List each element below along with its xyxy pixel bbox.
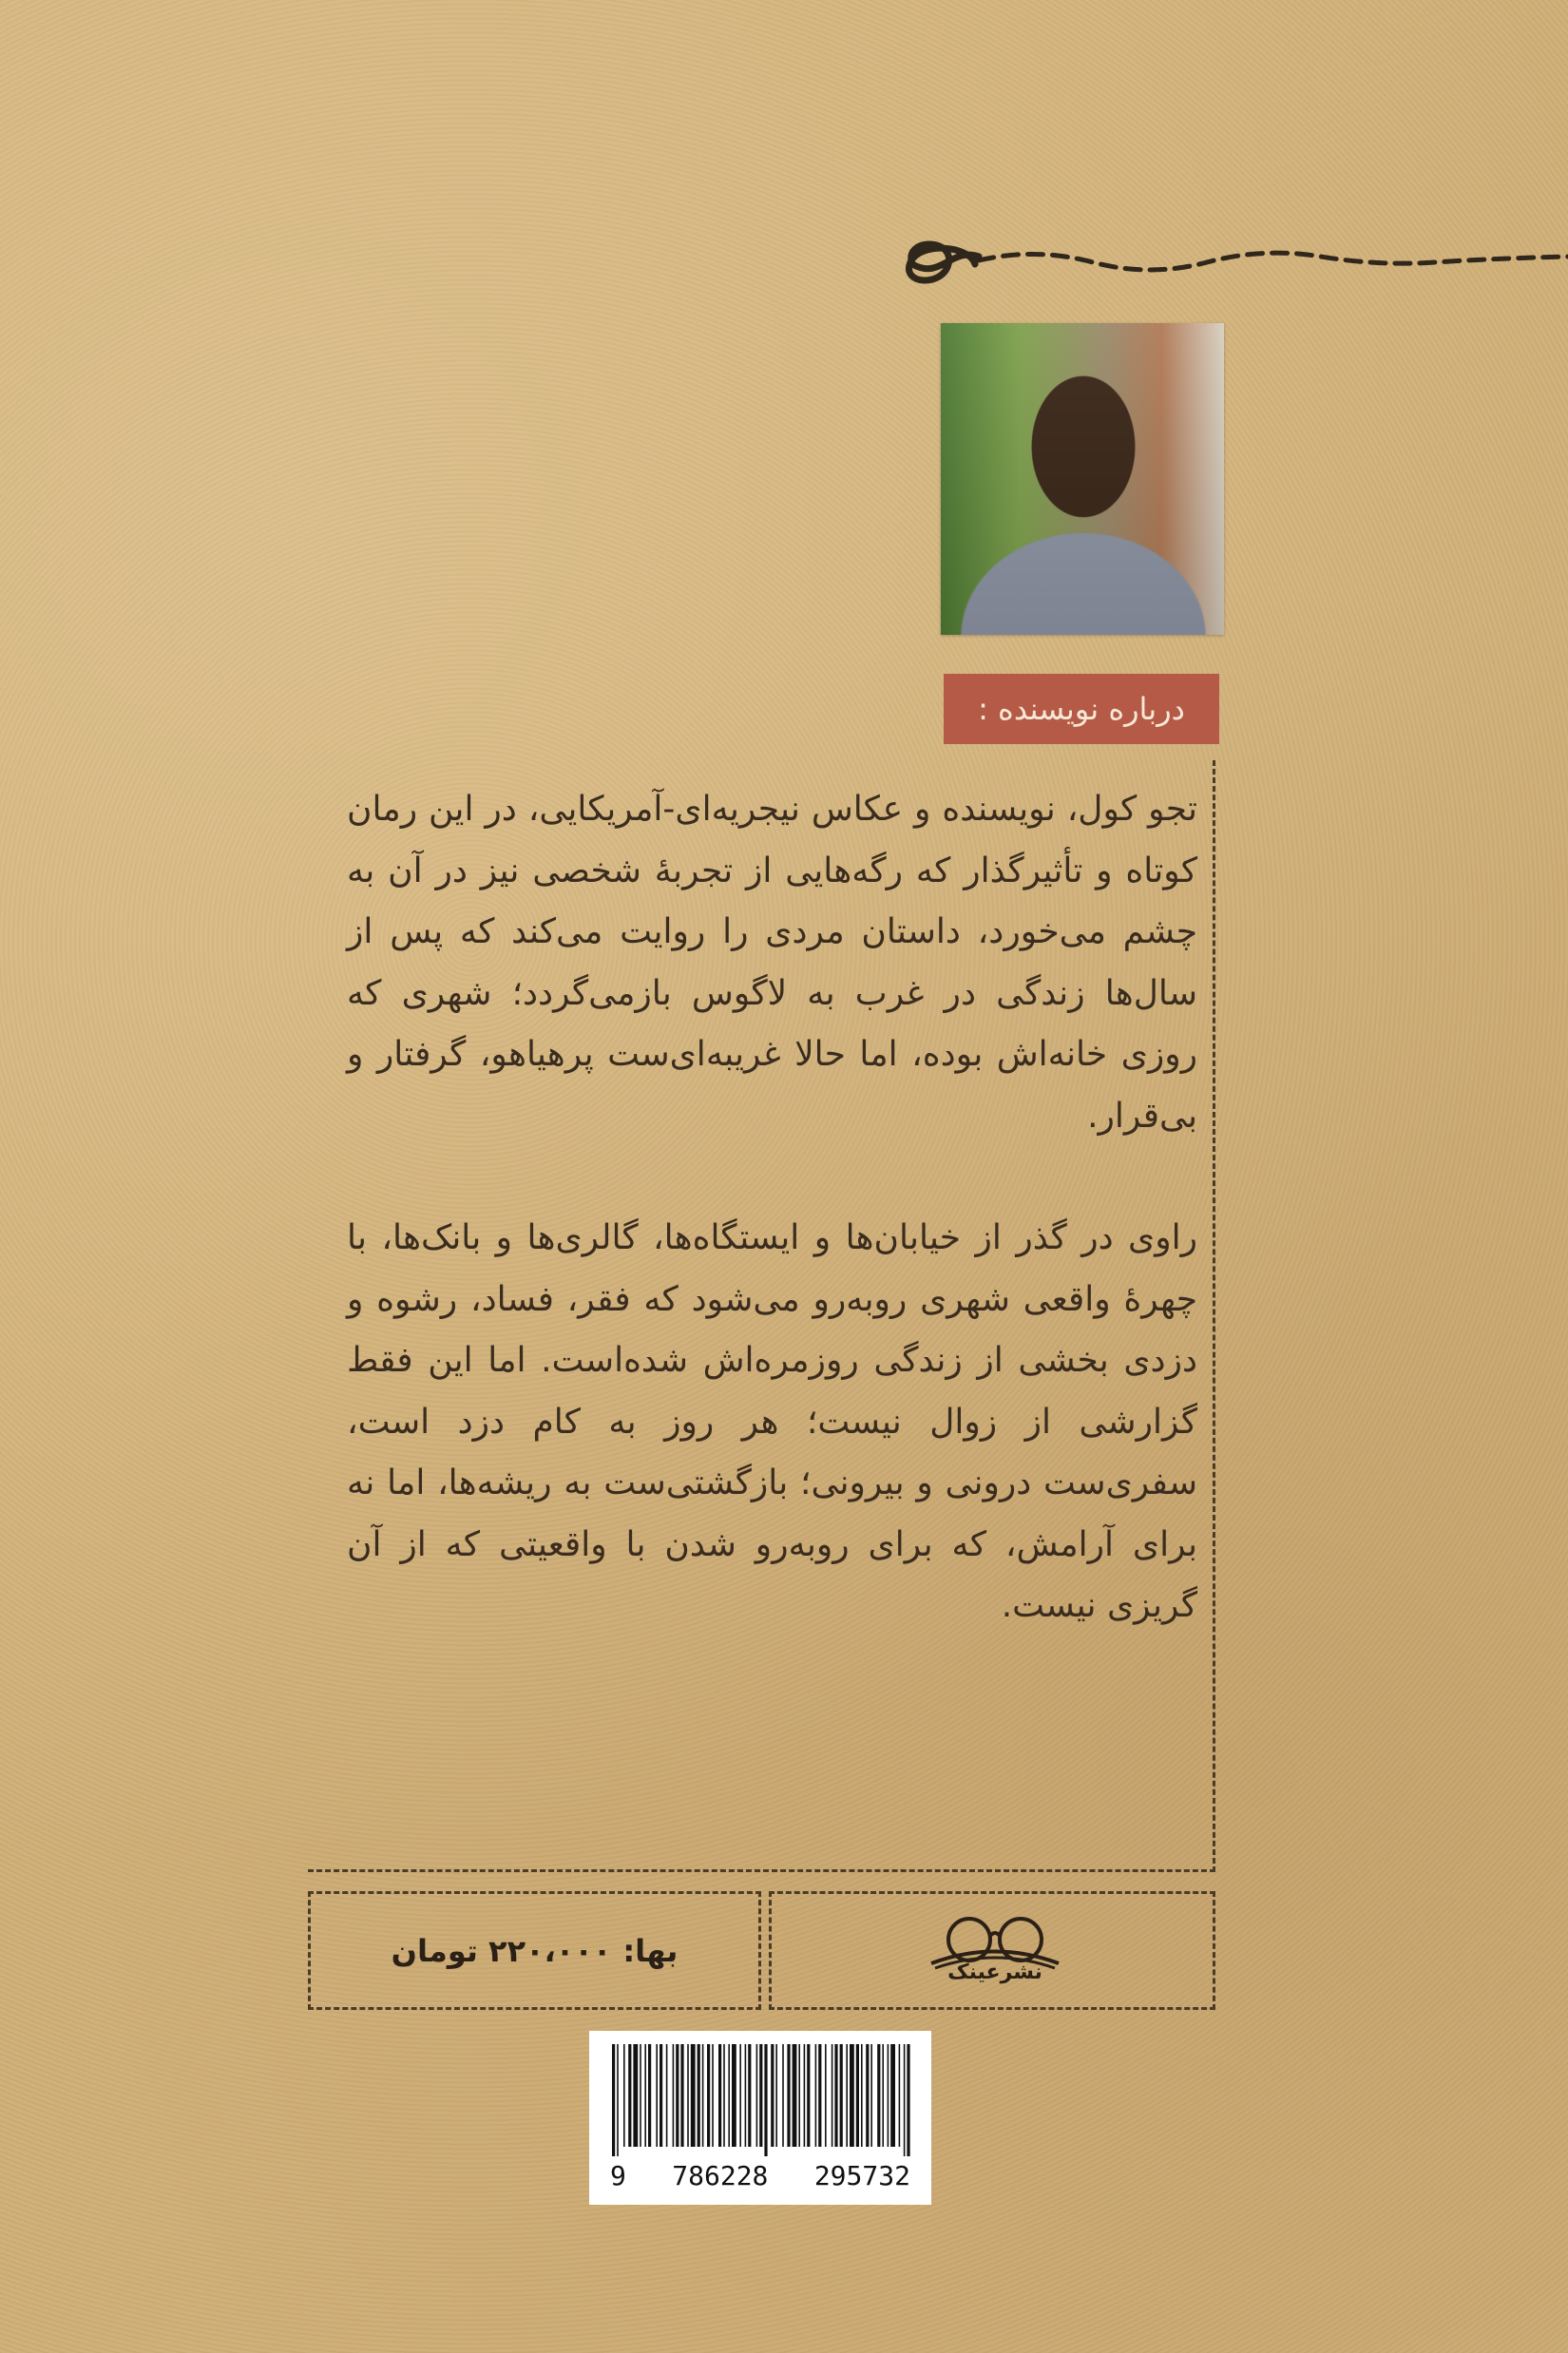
barcode-bar xyxy=(787,2044,790,2147)
barcode-bar xyxy=(882,2044,884,2147)
price-label: بها: xyxy=(622,1932,679,1969)
barcode-bar xyxy=(856,2044,859,2147)
price-box xyxy=(308,1891,761,2010)
barcode-bar xyxy=(832,2044,833,2147)
barcode-number xyxy=(608,2160,912,2191)
barcode-bar xyxy=(623,2044,625,2147)
barcode-bar xyxy=(673,2044,675,2147)
barcode-bar xyxy=(850,2044,854,2147)
barcode-bar xyxy=(612,2044,615,2156)
barcode-bar xyxy=(870,2044,872,2147)
barcode-bar xyxy=(702,2044,704,2147)
barcode-bar xyxy=(798,2044,800,2147)
bio-paragraph-1: تجو کول، نویسنده و عکاس نیجریه‌ای-آمریکایی، در این رمان کوتاه و تأثیرگذار که رگه‌هایی از تجربهٔ شخصی نیز در آن به چشم می‌خورد، داستان مردی را روایت می‌کند که پس از سال‌ها زندگی در غرب به لاگوس بازمی‌گردد؛ شهری که روزی خانه‌اش بوده، اما حالا غریبه‌ای‌ست پرهیاهو، گرفتار و بی‌قرار. xyxy=(347,790,1197,1136)
barcode-bar xyxy=(825,2044,827,2147)
barcode-bar xyxy=(846,2044,848,2147)
barcode-bar xyxy=(617,2044,619,2156)
barcode-bar xyxy=(764,2044,767,2156)
barcode-bar xyxy=(656,2044,658,2147)
barcode-digit-group: 786228 xyxy=(672,2160,769,2191)
barcode-bar xyxy=(804,2044,806,2147)
barcode-bar xyxy=(691,2044,696,2147)
barcode-bar xyxy=(666,2044,668,2147)
barcode-bar xyxy=(707,2044,710,2147)
barcode-bar xyxy=(633,2044,638,2147)
barcode-bar xyxy=(759,2044,762,2147)
author-bio xyxy=(347,779,1197,1637)
barcode-digit-group: 295732 xyxy=(813,2160,910,2191)
barcode-bar xyxy=(904,2044,906,2156)
barcode-bar xyxy=(818,2044,821,2147)
barcode-bar xyxy=(775,2044,777,2147)
barcode-bar xyxy=(718,2044,721,2147)
barcode-bar xyxy=(890,2044,895,2147)
barcode-digit-group: 9 xyxy=(610,2160,626,2191)
barcode-bar xyxy=(793,2044,797,2147)
barcode-bar xyxy=(877,2044,880,2147)
barcode-bar xyxy=(680,2044,683,2147)
barcode-bar xyxy=(866,2044,869,2147)
bio-paragraph-2: راوی در گذر از خیابان‌ها و ایستگاه‌ها، گالری‌ها و بانک‌ها، با چهرهٔ واقعی شهری روبه‌رو می‌شود که فقر، فساد، رشوه و دزدی بخشی از زندگی روزمره‌اش شده‌است. اما این فقط گزارشی از زوال نیست؛ هر روز به کام دزد است، سفری‌ست درونی و بیرونی؛ بازگشتی‌ست به ریشه‌ها، اما نه برای آرامش، که برای روبه‌رو شدن با واقعیتی که از آن گریزی نیست. xyxy=(347,1218,1197,1625)
barcode-bars xyxy=(608,2044,912,2156)
barcode-bar xyxy=(745,2044,747,2147)
barcode-bar xyxy=(739,2044,741,2147)
barcode-bar xyxy=(628,2044,631,2147)
barcode-bar xyxy=(815,2044,817,2147)
barcode-bar xyxy=(807,2044,810,2147)
barcode-bar xyxy=(899,2044,901,2147)
barcode xyxy=(589,2031,931,2205)
barcode-bar xyxy=(640,2044,641,2147)
barcode-bar xyxy=(748,2044,751,2147)
barcode-bar xyxy=(888,2044,889,2147)
barcode-bar xyxy=(648,2044,651,2147)
about-author-label: درباره نویسنده : xyxy=(944,674,1219,744)
barcode-bar xyxy=(756,2044,758,2147)
barcode-bar xyxy=(840,2044,843,2147)
barcode-bar xyxy=(660,2044,662,2147)
barcode-bar xyxy=(723,2044,725,2147)
barcode-bar xyxy=(676,2044,679,2147)
publisher-name: نشرعینک xyxy=(947,1961,1042,1984)
barcode-bar xyxy=(782,2044,784,2147)
barcode-bar xyxy=(728,2044,730,2147)
author-photo xyxy=(941,323,1224,635)
barcode-bar xyxy=(907,2044,909,2156)
barcode-bar xyxy=(771,2044,774,2147)
barcode-bar xyxy=(698,2044,700,2147)
barcode-bar xyxy=(861,2044,863,2147)
barcode-bar xyxy=(712,2044,714,2147)
barcode-bar xyxy=(732,2044,736,2147)
barcode-bar xyxy=(644,2044,646,2147)
rope-knot-ornament xyxy=(884,228,1568,295)
publisher-box xyxy=(769,1891,1215,2010)
barcode-bar xyxy=(687,2044,689,2147)
price-value: ۲۲۰،۰۰۰ تومان xyxy=(391,1932,612,1969)
barcode-bar xyxy=(834,2044,837,2147)
